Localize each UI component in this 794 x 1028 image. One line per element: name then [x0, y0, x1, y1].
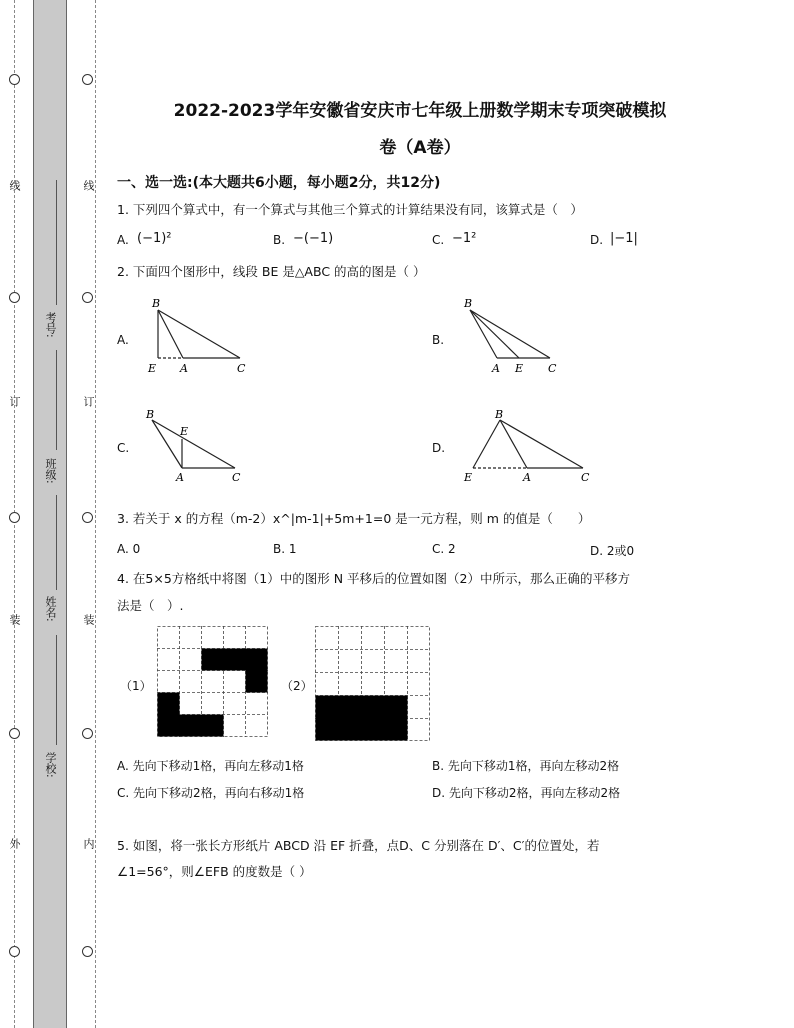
q4-option-c: C. 先向下移动2格，再向右移动1格: [117, 786, 305, 800]
q4-option-a: A. 先向下移动1格，再向左移动1格: [117, 759, 304, 773]
q1-option-d-value: |−1|: [610, 231, 638, 246]
q1-option-a-letter: A.: [117, 233, 129, 247]
binding-hole: [82, 292, 93, 303]
question-4-text-line2: 法是（ ）.: [117, 598, 184, 613]
point-b-label: B: [495, 408, 504, 421]
q2-option-a-letter: A.: [117, 333, 129, 347]
point-a-label: A: [523, 471, 531, 484]
margin-char-zhuang: 装: [82, 614, 95, 625]
q3-option-d: D. 2或0: [590, 544, 635, 558]
margin-char-ding: 订: [82, 396, 95, 407]
question-2-text: 2. 下面四个图形中，线段 BE 是△ABC 的高的图是（ ）: [117, 264, 426, 279]
binding-hole: [82, 74, 93, 85]
point-e-label: E: [464, 471, 473, 484]
page-title-line2: 卷（A卷）: [379, 138, 461, 158]
school-label: 学校:: [44, 752, 57, 778]
grid-figure-1: [157, 626, 273, 742]
figure-1-label: （1）: [120, 679, 152, 693]
exam-number-label: 考号:: [44, 312, 57, 338]
point-a-label: A: [180, 362, 188, 375]
binding-hole: [82, 946, 93, 957]
q3-option-c: C. 2: [432, 542, 456, 556]
class-line[interactable]: [56, 350, 57, 450]
binding-margin-band: [33, 0, 67, 1028]
binding-hole: [9, 512, 20, 523]
q2-figure-d: [455, 404, 595, 484]
grid-figure-2: [315, 626, 431, 742]
margin-char-zhuang: 装: [8, 614, 21, 625]
binding-hole: [82, 728, 93, 739]
page-title-line1: 2022-2023学年安徽省安庆市七年级上册数学期末专项突破模拟: [173, 101, 667, 121]
margin-char-xian: 线: [8, 180, 21, 191]
q2-figure-a: [140, 296, 260, 376]
point-b-label: B: [152, 297, 161, 310]
question-4-text-line1: 4. 在5×5方格纸中将图（1）中的图形 N 平移后的位置如图（2）中所示，那么正确的平移方: [117, 571, 630, 586]
question-1-text: 1. 下列四个算式中，有一个算式与其他三个算式的计算结果没有同，该算式是（ ）: [117, 202, 583, 217]
q1-option-c-letter: C.: [432, 233, 445, 247]
q1-option-d-letter: D.: [590, 233, 604, 247]
point-e-label: E: [515, 362, 524, 375]
q1-option-a-value: (−1)²: [137, 231, 172, 246]
question-3-text: 3. 若关于 x 的方程（m-2）x^|m-1|+5m+1=0 是一元方程，则 m 的值是（ ）: [117, 511, 591, 526]
margin-char-wai: 外: [8, 838, 21, 849]
class-label: 班级:: [44, 458, 57, 484]
binding-hole: [9, 728, 20, 739]
question-5-text-line1: 5. 如图，将一张长方形纸片 ABCD 沿 EF 折叠，点D、C 分别落在 D′、C′的位置处，若: [117, 838, 600, 853]
point-a-label: A: [492, 362, 500, 375]
point-c-label: C: [548, 362, 557, 375]
binding-hole: [9, 292, 20, 303]
q2-figure-b: [455, 296, 575, 376]
name-line[interactable]: [56, 495, 57, 590]
q2-option-d-letter: D.: [432, 441, 446, 455]
figure-2-label: （2）: [281, 679, 313, 693]
q2-figure-c: [140, 404, 260, 484]
point-e-label: E: [148, 362, 157, 375]
q1-option-b-letter: B.: [273, 233, 286, 247]
point-b-label: B: [464, 297, 473, 310]
q3-option-a: A. 0: [117, 542, 141, 556]
q1-option-c-value: −1²: [452, 231, 477, 246]
binding-hole: [9, 74, 20, 85]
q2-option-c-letter: C.: [117, 441, 130, 455]
point-c-label: C: [232, 471, 241, 484]
question-5-text-line2: ∠1=56°，则∠EFB 的度数是（ ）: [117, 864, 312, 879]
section-heading: 一、选一选:(本大题共6小题，每小题2分，共12分): [117, 175, 441, 191]
school-line[interactable]: [56, 635, 57, 745]
binding-hole: [9, 946, 20, 957]
name-label: 姓名:: [44, 596, 57, 622]
point-b-label: B: [146, 408, 155, 421]
q3-option-b: B. 1: [273, 542, 297, 556]
margin-char-ding: 订: [8, 396, 21, 407]
margin-char-xian: 线: [82, 180, 95, 191]
binding-hole: [82, 512, 93, 523]
q4-option-d: D. 先向下移动2格，再向左移动2格: [432, 786, 621, 800]
exam-number-line[interactable]: [56, 180, 57, 305]
q4-option-b: B. 先向下移动1格，再向左移动2格: [432, 759, 620, 773]
point-c-label: C: [237, 362, 246, 375]
point-c-label: C: [581, 471, 590, 484]
point-a-label: A: [176, 471, 184, 484]
point-e-label: E: [180, 425, 189, 438]
margin-char-nei: 内: [82, 838, 95, 849]
q2-option-b-letter: B.: [432, 333, 445, 347]
inner-dashed-line: [95, 0, 96, 1028]
q1-option-b-value: −(−1): [293, 231, 334, 246]
